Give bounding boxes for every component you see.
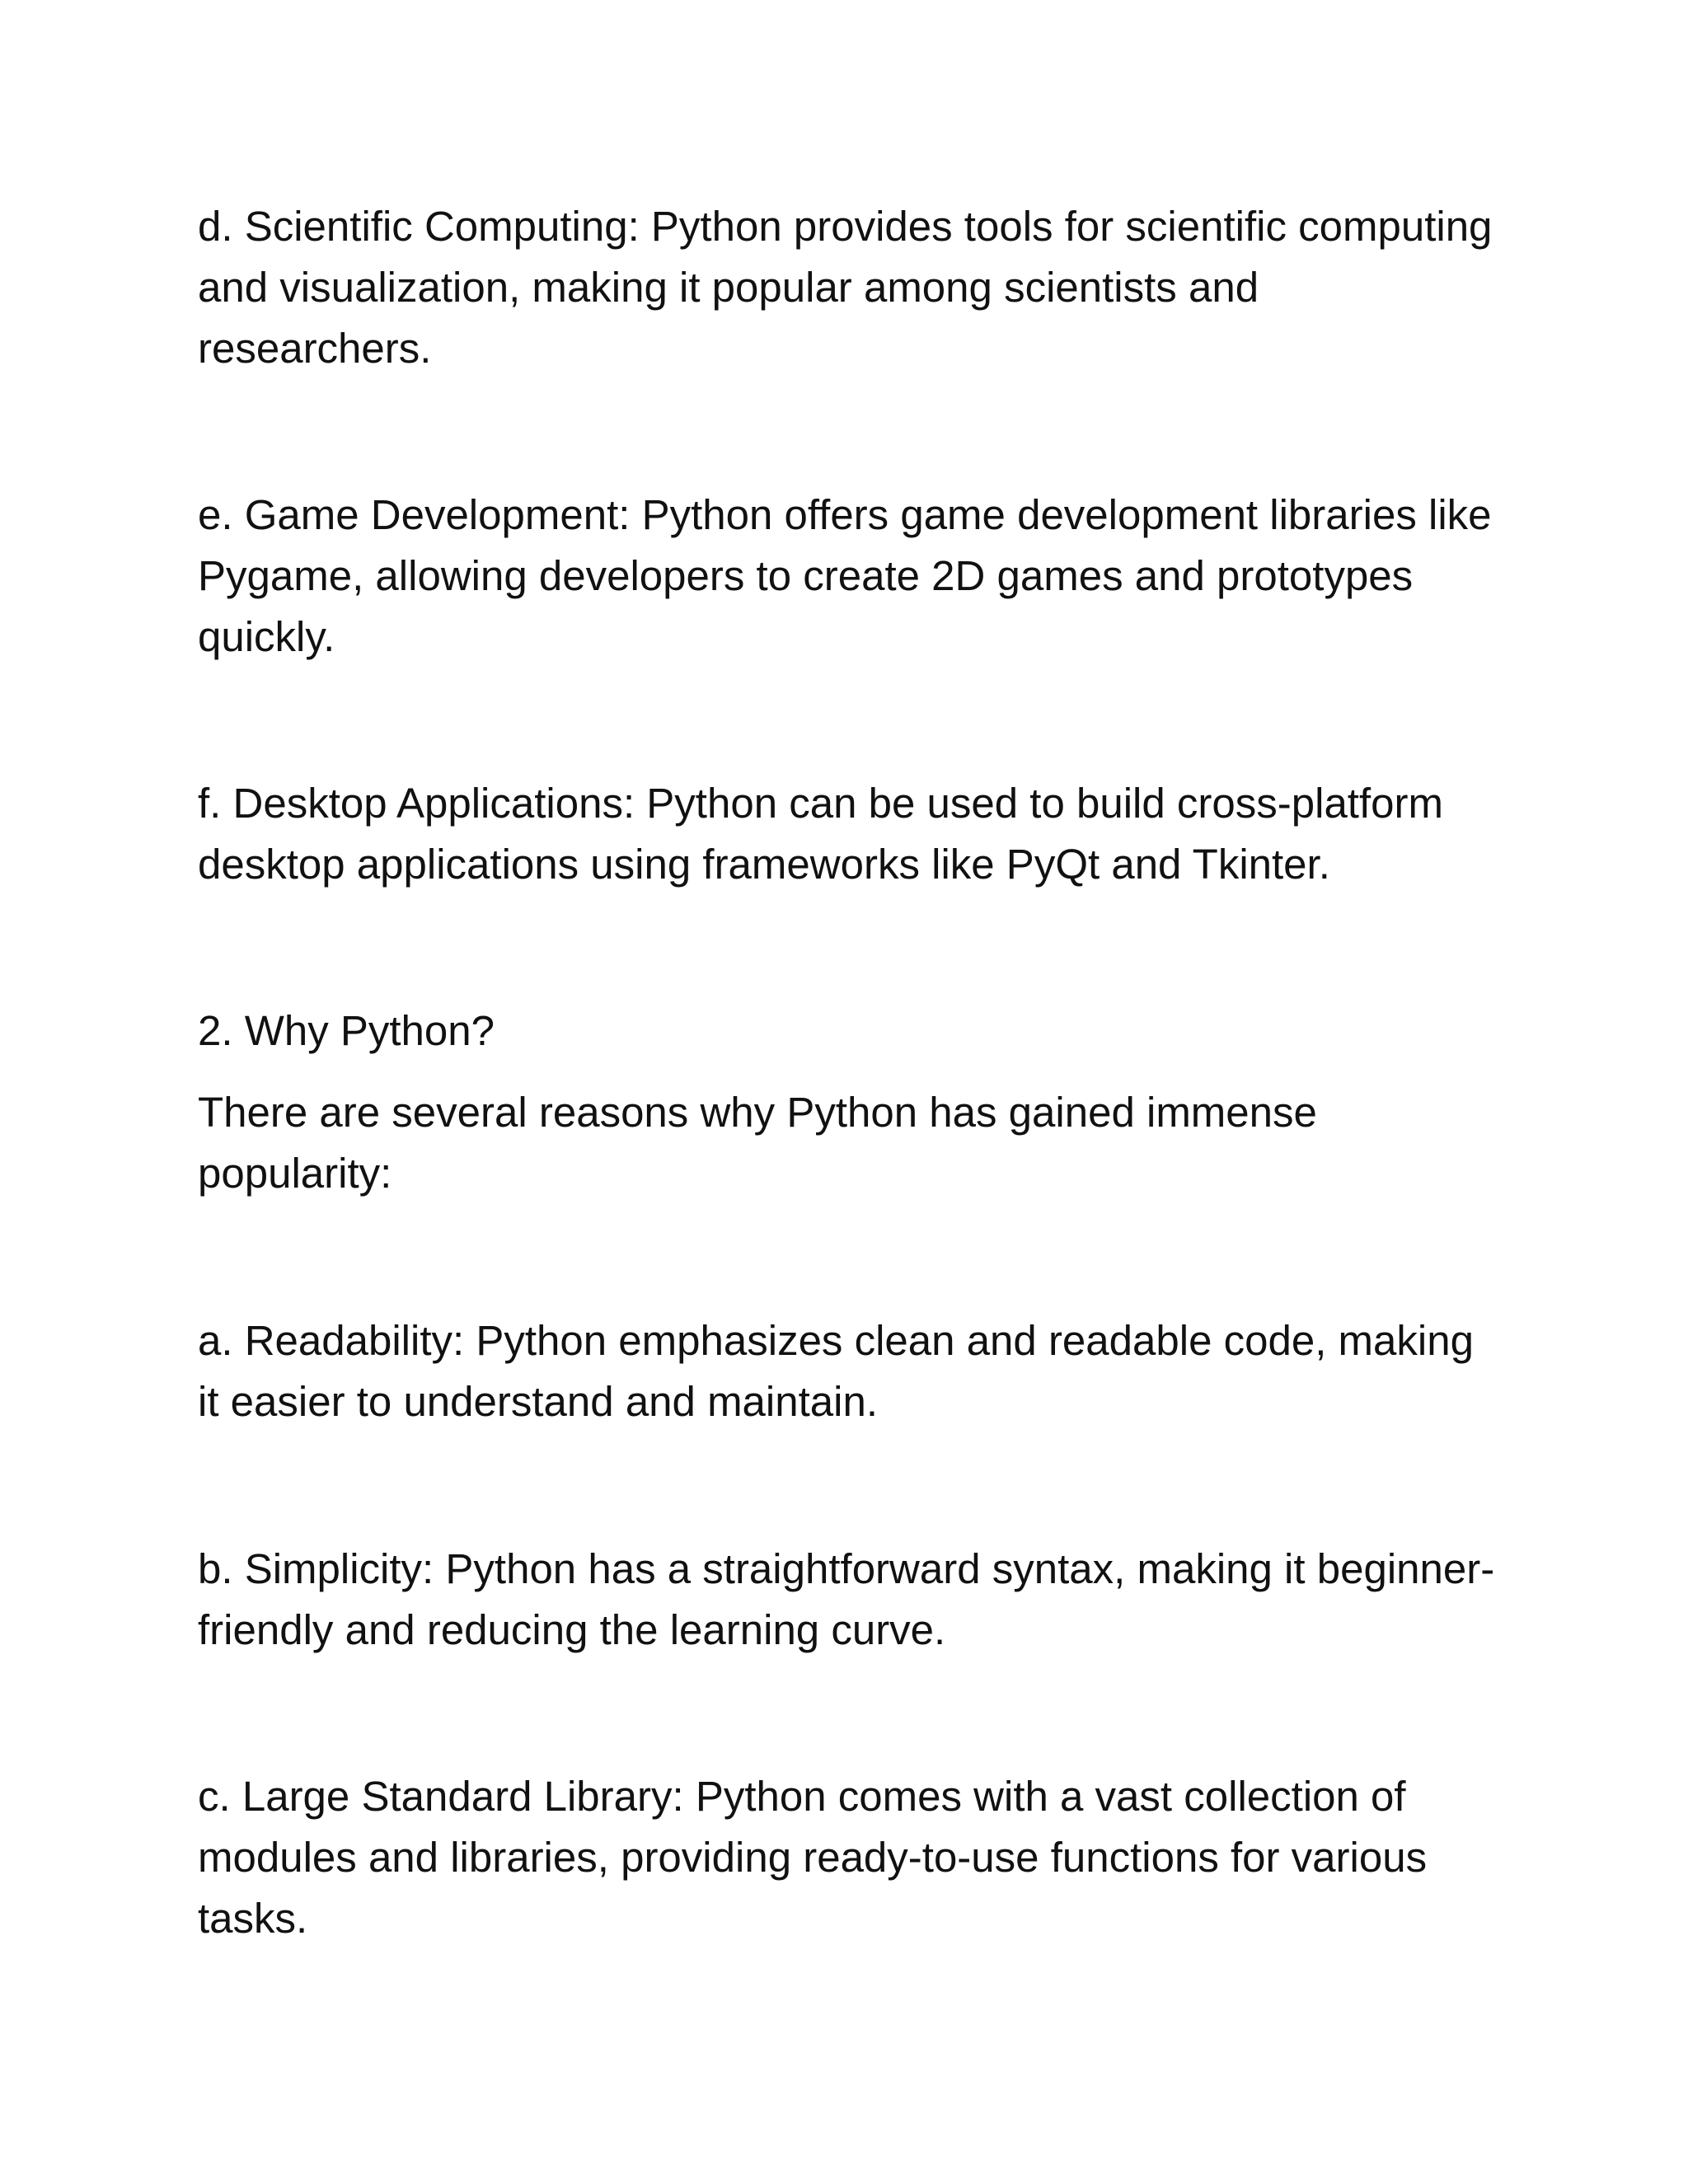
paragraph-simplicity: b. Simplicity: Python has a straightforward syntax, making it beginner-friendly and reducing the learning curve. [198, 1545, 1495, 1653]
paragraph-desktop-applications: f. Desktop Applications: Python can be used to build cross-platform desktop applications using frameworks like PyQt and Tkinter. [198, 780, 1443, 888]
paragraph-readability: a. Readability: Python emphasizes clean and readable code, making it easier to understand and maintain. [198, 1317, 1474, 1425]
paragraph-large-standard-library: c. Large Standard Library: Python comes with a vast collection of modules and libraries, providing ready-to-use functions for various tasks. [198, 1773, 1428, 1942]
paragraph-game-development: e. Game Development: Python offers game development libraries like Pygame, allowing developers to create 2D games and prototypes quickly. [198, 491, 1492, 660]
paragraph-scientific-computing: d. Scientific Computing: Python provides tools for scientific computing and visualization, making it popular among scientists and researchers. [198, 203, 1493, 372]
paragraph-reasons-intro: There are several reasons why Python has gained immense popularity: [198, 1089, 1317, 1197]
section-heading-why-python: 2. Why Python? [198, 1007, 495, 1054]
